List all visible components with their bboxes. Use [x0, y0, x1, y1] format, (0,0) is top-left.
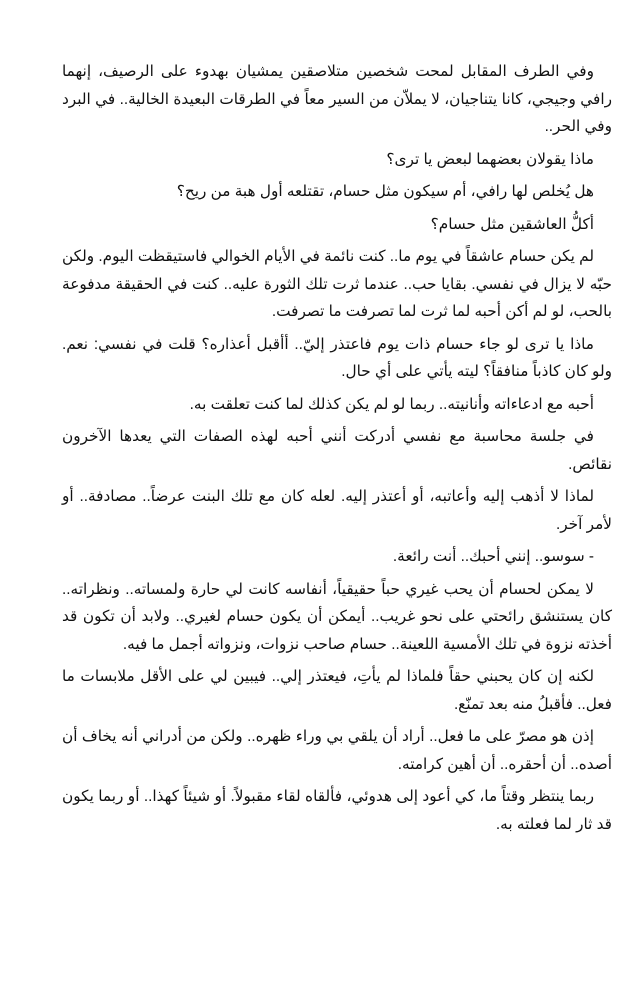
paragraph: لم يكن حسام عاشقاً في يوم ما.. كنت نائمة في الأيام الخوالي فاستيقظت اليوم. ولكن حبّه لا يزال في نفسي. بقايا حب.. عندما ثرت تلك الثورة عليه.. كنت في الحقيقة مدفوعة بالحب، لو لم أكن أحبه لما ثرت لما تصرفت ما تصرفت. — [62, 248, 612, 320]
paragraph: في جلسة محاسبة مع نفسي أدركت أنني أحبه لهذه الصفات التي يعدها الآخرون نقائص. — [62, 428, 612, 473]
paragraph: ماذا يا ترى لو جاء حسام ذات يوم فاعتذر إليّ.. أأقبل أعذاره؟ قلت في نفسي: نعم. ولو كان كاذباً منافقاً؟ ليته يأتي على أي حال. — [62, 335, 612, 380]
paragraph: لكنه إن كان يحبني حقاً فلماذا لم يأتِ، فيعتذر إلي.. فيبين لي على الأقل ملابسات ما فعل.. فأقبلُ منه بعد تمنّع. — [62, 668, 612, 713]
paragraph: ماذا يقولان بعضهما لبعض يا ترى؟ — [386, 150, 594, 168]
paragraph: وفي الطرف المقابل لمحت شخصين متلاصقين يمشيان بهدوء على الرصيف، إنهما رافي وجيجي، كانا يتناجيان، لا يملاّن من السير معاً في الطرقات البعيدة الخالية.. في البرد وفي الحر.. — [62, 63, 612, 135]
paragraph: لماذا لا أذهب إليه وأعاتبه، أو أعتذر إليه. لعله كان مع تلك البنت عرضاً.. مصادفة.. أو لأمر آخر. — [62, 488, 612, 533]
paragraph: هل يُخلص لها رافي، أم سيكون مثل حسام، تقتلعه أول هبة من ريح؟ — [176, 183, 594, 200]
paragraph: أحبه مع ادعاءاته وأنانيته.. ربما لو لم يكن كذلك لما كنت تعلقت به. — [189, 395, 594, 413]
paragraph: لا يمكن لحسام أن يحب غيري حباً حقيقياً، أنفاسه كانت لي حارة ولمساته.. ونظراته.. كان يستنشق رائحتي على نحو غريب.. أيمكن أن يكون حسام لغيري.. ولابد أن تكون قد أخذته نزوة في تلك الأمسية اللعينة.. حسام صاحب نزوات، ونزواته أجمل ما فيه. — [62, 580, 612, 653]
paragraph: - سوسو.. إنني أحبك.. أنت رائعة. — [392, 548, 594, 565]
document-page — [62, 58, 612, 843]
paragraph: أكلُّ العاشقين مثل حسام؟ — [430, 215, 594, 233]
paragraph: ربما ينتظر وقتاً ما، كي أعود إلى هدوئي، فألقاه لقاء مقبولاً. أو شيئاً كهذا.. أو ربما يكون قد ثار لما فعلته به. — [62, 788, 612, 833]
paragraph: إذن هو مصرّ على ما فعل.. أراد أن يلقي بي وراء ظهره.. ولكن من أدراني أنه يخاف أن أصده.. أن أحقره.. أن أهين كرامته. — [62, 728, 612, 773]
